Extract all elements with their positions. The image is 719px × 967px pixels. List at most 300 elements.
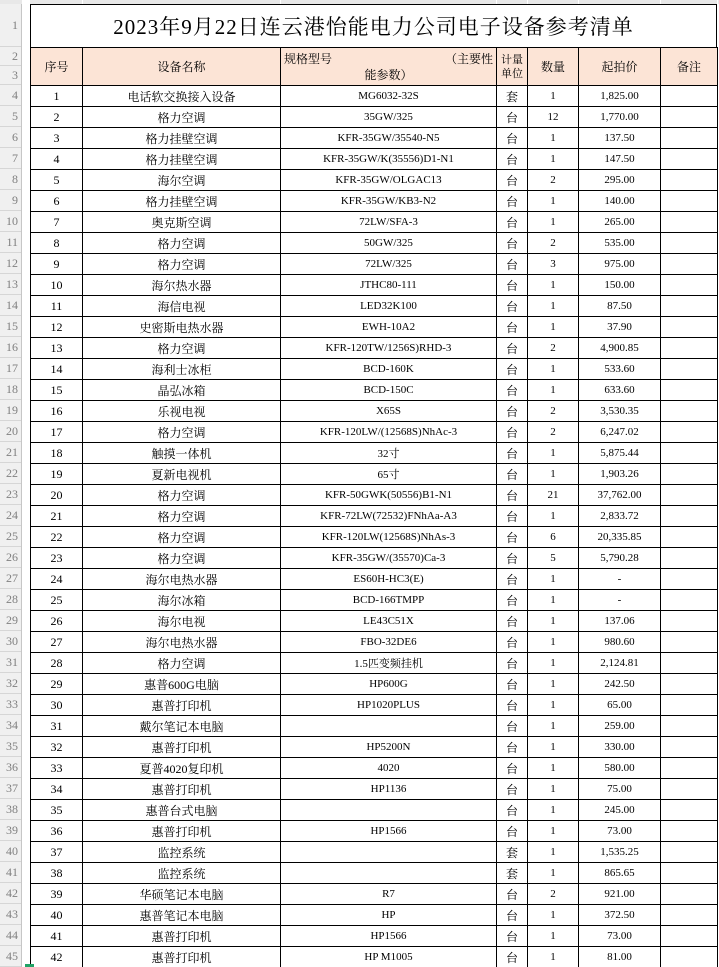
row-number-38[interactable]: 38 xyxy=(0,799,21,820)
cell-note[interactable] xyxy=(661,842,718,863)
cell-qty[interactable]: 2 xyxy=(528,401,579,422)
row-number-33[interactable]: 33 xyxy=(0,694,21,715)
cell-spec[interactable]: 72LW/SFA-3 xyxy=(281,212,497,233)
cell-note[interactable] xyxy=(661,212,718,233)
cell-name[interactable]: 惠普打印机 xyxy=(83,947,281,967)
row-number-19[interactable]: 19 xyxy=(0,400,21,421)
cell-unit[interactable]: 台 xyxy=(497,275,528,296)
cell-price[interactable]: 3,530.35 xyxy=(579,401,661,422)
cell-spec[interactable]: FBO-32DE6 xyxy=(281,632,497,653)
cell-unit[interactable]: 台 xyxy=(497,107,528,128)
cell-qty[interactable]: 1 xyxy=(528,590,579,611)
cell-index[interactable]: 28 xyxy=(31,653,83,674)
cell-qty[interactable]: 2 xyxy=(528,422,579,443)
cell-unit[interactable]: 台 xyxy=(497,674,528,695)
cell-price[interactable]: 921.00 xyxy=(579,884,661,905)
row-number-30[interactable]: 30 xyxy=(0,631,21,652)
cell-price[interactable]: 137.06 xyxy=(579,611,661,632)
cell-qty[interactable]: 1 xyxy=(528,863,579,884)
cell-spec[interactable]: HP M1005 xyxy=(281,947,497,967)
cell-note[interactable] xyxy=(661,905,718,926)
cell-name[interactable]: 监控系统 xyxy=(83,863,281,884)
row-number-8[interactable]: 8 xyxy=(0,169,21,190)
cell-name[interactable]: 惠普打印机 xyxy=(83,926,281,947)
cell-index[interactable]: 22 xyxy=(31,527,83,548)
row-number-11[interactable]: 11 xyxy=(0,232,21,253)
cell-price[interactable]: 1,825.00 xyxy=(579,86,661,107)
row-number-14[interactable]: 14 xyxy=(0,295,21,316)
cell-unit[interactable]: 台 xyxy=(497,779,528,800)
cell-price[interactable]: 2,833.72 xyxy=(579,506,661,527)
cell-price[interactable]: 20,335.85 xyxy=(579,527,661,548)
cell-unit[interactable]: 台 xyxy=(497,422,528,443)
header-starting-price[interactable]: 起拍价 xyxy=(579,48,661,86)
cell-spec[interactable] xyxy=(281,842,497,863)
cell-unit[interactable]: 台 xyxy=(497,254,528,275)
cell-name[interactable]: 奥克斯空调 xyxy=(83,212,281,233)
cell-spec[interactable]: HP5200N xyxy=(281,737,497,758)
cell-name[interactable]: 惠普笔记本电脑 xyxy=(83,905,281,926)
sheet-title-cell[interactable] xyxy=(30,4,717,47)
cell-spec[interactable]: 35GW/325 xyxy=(281,107,497,128)
cell-price[interactable]: 140.00 xyxy=(579,191,661,212)
header-unit[interactable] xyxy=(497,48,528,86)
cell-name[interactable]: 格力空调 xyxy=(83,107,281,128)
cell-spec[interactable]: MG6032-32S xyxy=(281,86,497,107)
cell-spec[interactable]: BCD-150C xyxy=(281,380,497,401)
cell-price[interactable]: 242.50 xyxy=(579,674,661,695)
cell-name[interactable]: 格力挂壁空调 xyxy=(83,149,281,170)
cell-qty[interactable]: 1 xyxy=(528,800,579,821)
header-spec[interactable] xyxy=(281,48,497,86)
cell-index[interactable]: 6 xyxy=(31,191,83,212)
header-note[interactable]: 备注 xyxy=(661,48,718,86)
row-number-15[interactable]: 15 xyxy=(0,316,21,337)
cell-qty[interactable]: 2 xyxy=(528,884,579,905)
cell-name[interactable]: 格力挂壁空调 xyxy=(83,191,281,212)
cell-spec[interactable]: KFR-35GW/OLGAC13 xyxy=(281,170,497,191)
row-number-9[interactable]: 9 xyxy=(0,190,21,211)
cell-spec[interactable]: KFR-120LW/(12568S)NhAc-3 xyxy=(281,422,497,443)
cell-qty[interactable]: 1 xyxy=(528,191,579,212)
cell-name[interactable]: 华硕笔记本电脑 xyxy=(83,884,281,905)
row-number-35[interactable]: 35 xyxy=(0,736,21,757)
cell-price[interactable]: 535.00 xyxy=(579,233,661,254)
cell-note[interactable] xyxy=(661,296,718,317)
cell-name[interactable]: 格力空调 xyxy=(83,653,281,674)
row-number-22[interactable]: 22 xyxy=(0,463,21,484)
cell-name[interactable]: 格力空调 xyxy=(83,527,281,548)
cell-note[interactable] xyxy=(661,926,718,947)
row-number-3[interactable]: 3 xyxy=(0,66,21,85)
cell-name[interactable]: 海利士冰柜 xyxy=(83,359,281,380)
cell-note[interactable] xyxy=(661,821,718,842)
cell-unit[interactable]: 台 xyxy=(497,506,528,527)
row-number-29[interactable]: 29 xyxy=(0,610,21,631)
cell-unit[interactable]: 台 xyxy=(497,233,528,254)
cell-spec[interactable]: HP xyxy=(281,905,497,926)
row-number-36[interactable]: 36 xyxy=(0,757,21,778)
cell-qty[interactable]: 1 xyxy=(528,506,579,527)
cell-name[interactable]: 触摸一体机 xyxy=(83,443,281,464)
row-number-2[interactable]: 2 xyxy=(0,47,21,66)
cell-index[interactable]: 1 xyxy=(31,86,83,107)
cell-name[interactable]: 格力空调 xyxy=(83,233,281,254)
cell-index[interactable]: 32 xyxy=(31,737,83,758)
cell-unit[interactable]: 套 xyxy=(497,86,528,107)
cell-price[interactable]: 75.00 xyxy=(579,779,661,800)
cell-unit[interactable]: 台 xyxy=(497,380,528,401)
row-number-31[interactable]: 31 xyxy=(0,652,21,673)
row-number-43[interactable]: 43 xyxy=(0,904,21,925)
cell-qty[interactable]: 1 xyxy=(528,695,579,716)
cell-price[interactable]: 980.60 xyxy=(579,632,661,653)
row-number-6[interactable]: 6 xyxy=(0,127,21,148)
cell-price[interactable]: 259.00 xyxy=(579,716,661,737)
cell-price[interactable]: 81.00 xyxy=(579,947,661,967)
cell-index[interactable]: 36 xyxy=(31,821,83,842)
cell-qty[interactable]: 1 xyxy=(528,674,579,695)
row-number-28[interactable]: 28 xyxy=(0,589,21,610)
row-number-18[interactable]: 18 xyxy=(0,379,21,400)
cell-note[interactable] xyxy=(661,317,718,338)
cell-unit[interactable]: 台 xyxy=(497,590,528,611)
cell-price[interactable]: 37,762.00 xyxy=(579,485,661,506)
cell-unit[interactable]: 台 xyxy=(497,653,528,674)
cell-price[interactable]: 265.00 xyxy=(579,212,661,233)
cell-unit[interactable]: 台 xyxy=(497,758,528,779)
cell-price[interactable]: 150.00 xyxy=(579,275,661,296)
cell-index[interactable]: 27 xyxy=(31,632,83,653)
cell-spec[interactable]: KFR-120TW/1256S)RHD-3 xyxy=(281,338,497,359)
cell-note[interactable] xyxy=(661,674,718,695)
cell-note[interactable] xyxy=(661,884,718,905)
cell-qty[interactable]: 2 xyxy=(528,233,579,254)
cell-unit[interactable]: 台 xyxy=(497,191,528,212)
cell-qty[interactable]: 1 xyxy=(528,716,579,737)
cell-name[interactable]: 惠普打印机 xyxy=(83,695,281,716)
cell-name[interactable]: 史密斯电热水器 xyxy=(83,317,281,338)
cell-index[interactable]: 20 xyxy=(31,485,83,506)
cell-price[interactable]: - xyxy=(579,590,661,611)
cell-unit[interactable]: 台 xyxy=(497,926,528,947)
header-index[interactable]: 序号 xyxy=(31,48,83,86)
cell-price[interactable]: 1,535.25 xyxy=(579,842,661,863)
cell-index[interactable]: 9 xyxy=(31,254,83,275)
cell-spec[interactable]: BCD-160K xyxy=(281,359,497,380)
cell-spec[interactable]: HP1136 xyxy=(281,779,497,800)
cell-unit[interactable]: 台 xyxy=(497,338,528,359)
cell-name[interactable]: 格力空调 xyxy=(83,506,281,527)
cell-unit[interactable]: 台 xyxy=(497,296,528,317)
cell-name[interactable]: 惠普台式电脑 xyxy=(83,800,281,821)
cell-spec[interactable]: 1.5匹变频挂机 xyxy=(281,653,497,674)
cell-unit[interactable]: 套 xyxy=(497,863,528,884)
cell-spec[interactable]: HP1566 xyxy=(281,821,497,842)
cell-spec[interactable]: KFR-35GW/KB3-N2 xyxy=(281,191,497,212)
cell-qty[interactable]: 1 xyxy=(528,86,579,107)
cell-unit[interactable]: 台 xyxy=(497,212,528,233)
cell-note[interactable] xyxy=(661,506,718,527)
cell-note[interactable] xyxy=(661,254,718,275)
cell-price[interactable]: 5,875.44 xyxy=(579,443,661,464)
cell-spec[interactable]: HP600G xyxy=(281,674,497,695)
cell-note[interactable] xyxy=(661,779,718,800)
row-number-40[interactable]: 40 xyxy=(0,841,21,862)
cell-name[interactable]: 夏新电视机 xyxy=(83,464,281,485)
cell-unit[interactable]: 台 xyxy=(497,317,528,338)
cell-qty[interactable]: 1 xyxy=(528,212,579,233)
cell-index[interactable]: 16 xyxy=(31,401,83,422)
cell-index[interactable]: 5 xyxy=(31,170,83,191)
cell-price[interactable]: 73.00 xyxy=(579,821,661,842)
cell-index[interactable]: 40 xyxy=(31,905,83,926)
row-number-37[interactable]: 37 xyxy=(0,778,21,799)
cell-note[interactable] xyxy=(661,191,718,212)
cell-unit[interactable]: 套 xyxy=(497,842,528,863)
cell-note[interactable] xyxy=(661,86,718,107)
cell-name[interactable]: 海信电视 xyxy=(83,296,281,317)
cell-index[interactable]: 24 xyxy=(31,569,83,590)
cell-qty[interactable]: 1 xyxy=(528,317,579,338)
cell-note[interactable] xyxy=(661,485,718,506)
cell-note[interactable] xyxy=(661,380,718,401)
cell-spec[interactable]: 4020 xyxy=(281,758,497,779)
cell-index[interactable]: 38 xyxy=(31,863,83,884)
cell-qty[interactable]: 1 xyxy=(528,905,579,926)
cell-qty[interactable]: 1 xyxy=(528,128,579,149)
cell-index[interactable]: 35 xyxy=(31,800,83,821)
cell-spec[interactable]: LE43C51X xyxy=(281,611,497,632)
cell-index[interactable]: 21 xyxy=(31,506,83,527)
cell-price[interactable]: 147.50 xyxy=(579,149,661,170)
cell-name[interactable]: 戴尔笔记本电脑 xyxy=(83,716,281,737)
cell-price[interactable]: 975.00 xyxy=(579,254,661,275)
cell-name[interactable]: 监控系统 xyxy=(83,842,281,863)
row-number-45[interactable]: 45 xyxy=(0,946,21,967)
cell-unit[interactable]: 台 xyxy=(497,884,528,905)
cell-index[interactable]: 12 xyxy=(31,317,83,338)
cell-unit[interactable]: 台 xyxy=(497,695,528,716)
cell-price[interactable]: 1,903.26 xyxy=(579,464,661,485)
cell-index[interactable]: 3 xyxy=(31,128,83,149)
cell-spec[interactable]: KFR-50GWK(50556)B1-N1 xyxy=(281,485,497,506)
cell-name[interactable]: 格力挂壁空调 xyxy=(83,128,281,149)
cell-note[interactable] xyxy=(661,653,718,674)
cell-qty[interactable]: 3 xyxy=(528,254,579,275)
cell-price[interactable]: 1,770.00 xyxy=(579,107,661,128)
row-number-24[interactable]: 24 xyxy=(0,505,21,526)
row-number-26[interactable]: 26 xyxy=(0,547,21,568)
cell-note[interactable] xyxy=(661,464,718,485)
cell-qty[interactable]: 1 xyxy=(528,611,579,632)
cell-name[interactable]: 惠普打印机 xyxy=(83,821,281,842)
cell-qty[interactable]: 1 xyxy=(528,632,579,653)
cell-unit[interactable]: 台 xyxy=(497,800,528,821)
cell-unit[interactable]: 台 xyxy=(497,401,528,422)
cell-unit[interactable]: 台 xyxy=(497,716,528,737)
row-number-34[interactable]: 34 xyxy=(0,715,21,736)
cell-qty[interactable]: 1 xyxy=(528,779,579,800)
cell-name[interactable]: 晶弘冰箱 xyxy=(83,380,281,401)
cell-index[interactable]: 10 xyxy=(31,275,83,296)
row-number-5[interactable]: 5 xyxy=(0,106,21,127)
cell-price[interactable]: 87.50 xyxy=(579,296,661,317)
cell-note[interactable] xyxy=(661,128,718,149)
cell-price[interactable]: 295.00 xyxy=(579,170,661,191)
cell-unit[interactable]: 台 xyxy=(497,527,528,548)
cell-index[interactable]: 31 xyxy=(31,716,83,737)
cell-index[interactable]: 26 xyxy=(31,611,83,632)
cell-index[interactable]: 25 xyxy=(31,590,83,611)
cell-name[interactable]: 海尔冰箱 xyxy=(83,590,281,611)
cell-price[interactable]: - xyxy=(579,569,661,590)
row-number-42[interactable]: 42 xyxy=(0,883,21,904)
cell-name[interactable]: 夏普4020复印机 xyxy=(83,758,281,779)
cell-index[interactable]: 19 xyxy=(31,464,83,485)
cell-unit[interactable]: 台 xyxy=(497,632,528,653)
cell-spec[interactable]: 32寸 xyxy=(281,443,497,464)
cell-name[interactable]: 海尔热水器 xyxy=(83,275,281,296)
cell-index[interactable]: 18 xyxy=(31,443,83,464)
cell-name[interactable]: 电话软交换接入设备 xyxy=(83,86,281,107)
cell-note[interactable] xyxy=(661,569,718,590)
row-number-7[interactable]: 7 xyxy=(0,148,21,169)
cell-price[interactable]: 5,790.28 xyxy=(579,548,661,569)
cell-note[interactable] xyxy=(661,275,718,296)
cell-unit[interactable]: 台 xyxy=(497,569,528,590)
cell-qty[interactable]: 1 xyxy=(528,149,579,170)
row-number-4[interactable]: 4 xyxy=(0,85,21,106)
cell-spec[interactable] xyxy=(281,800,497,821)
cell-spec[interactable]: EWH-10A2 xyxy=(281,317,497,338)
cell-spec[interactable]: X65S xyxy=(281,401,497,422)
cell-unit[interactable]: 台 xyxy=(497,737,528,758)
cell-name[interactable]: 海尔电热水器 xyxy=(83,569,281,590)
cell-spec[interactable]: BCD-166TMPP xyxy=(281,590,497,611)
cell-qty[interactable]: 1 xyxy=(528,653,579,674)
row-number-17[interactable]: 17 xyxy=(0,358,21,379)
cell-name[interactable]: 格力空调 xyxy=(83,254,281,275)
cell-qty[interactable]: 1 xyxy=(528,737,579,758)
row-number-12[interactable]: 12 xyxy=(0,253,21,274)
cell-spec[interactable]: 72LW/325 xyxy=(281,254,497,275)
cell-spec[interactable]: KFR-72LW(72532)FNhAa-A3 xyxy=(281,506,497,527)
cell-unit[interactable]: 台 xyxy=(497,359,528,380)
row-number-1[interactable]: 1 xyxy=(0,4,21,47)
cell-price[interactable]: 633.60 xyxy=(579,380,661,401)
cell-index[interactable]: 7 xyxy=(31,212,83,233)
cell-name[interactable]: 格力空调 xyxy=(83,548,281,569)
cell-index[interactable]: 2 xyxy=(31,107,83,128)
cell-index[interactable]: 37 xyxy=(31,842,83,863)
cell-unit[interactable]: 台 xyxy=(497,149,528,170)
cell-note[interactable] xyxy=(661,233,718,254)
cell-note[interactable] xyxy=(661,338,718,359)
cell-note[interactable] xyxy=(661,695,718,716)
cell-index[interactable]: 11 xyxy=(31,296,83,317)
cell-index[interactable]: 17 xyxy=(31,422,83,443)
cell-name[interactable]: 乐视电视 xyxy=(83,401,281,422)
cell-unit[interactable]: 台 xyxy=(497,947,528,967)
cell-spec[interactable]: R7 xyxy=(281,884,497,905)
cell-qty[interactable]: 1 xyxy=(528,821,579,842)
cell-price[interactable]: 137.50 xyxy=(579,128,661,149)
cell-index[interactable]: 4 xyxy=(31,149,83,170)
row-number-23[interactable]: 23 xyxy=(0,484,21,505)
cell-note[interactable] xyxy=(661,632,718,653)
cell-note[interactable] xyxy=(661,758,718,779)
cell-note[interactable] xyxy=(661,443,718,464)
cell-price[interactable]: 372.50 xyxy=(579,905,661,926)
cell-unit[interactable]: 台 xyxy=(497,170,528,191)
cell-note[interactable] xyxy=(661,401,718,422)
cell-index[interactable]: 8 xyxy=(31,233,83,254)
cell-price[interactable]: 73.00 xyxy=(579,926,661,947)
cell-unit[interactable]: 台 xyxy=(497,611,528,632)
cell-index[interactable]: 15 xyxy=(31,380,83,401)
row-number-10[interactable]: 10 xyxy=(0,211,21,232)
cell-index[interactable]: 30 xyxy=(31,695,83,716)
cell-note[interactable] xyxy=(661,800,718,821)
cell-note[interactable] xyxy=(661,359,718,380)
cell-unit[interactable]: 台 xyxy=(497,821,528,842)
cell-note[interactable] xyxy=(661,149,718,170)
cell-index[interactable]: 33 xyxy=(31,758,83,779)
row-number-39[interactable]: 39 xyxy=(0,820,21,841)
cell-name[interactable]: 海尔空调 xyxy=(83,170,281,191)
cell-qty[interactable]: 2 xyxy=(528,170,579,191)
cell-name[interactable]: 惠普打印机 xyxy=(83,737,281,758)
cell-index[interactable]: 13 xyxy=(31,338,83,359)
header-quantity[interactable]: 数量 xyxy=(528,48,579,86)
cell-price[interactable]: 245.00 xyxy=(579,800,661,821)
cell-note[interactable] xyxy=(661,107,718,128)
row-number-41[interactable]: 41 xyxy=(0,862,21,883)
header-equipment-name[interactable]: 设备名称 xyxy=(83,48,281,86)
cell-unit[interactable]: 台 xyxy=(497,548,528,569)
cell-qty[interactable]: 2 xyxy=(528,338,579,359)
cell-qty[interactable]: 21 xyxy=(528,485,579,506)
cell-qty[interactable]: 1 xyxy=(528,464,579,485)
cell-qty[interactable]: 1 xyxy=(528,842,579,863)
row-number-16[interactable]: 16 xyxy=(0,337,21,358)
row-number-13[interactable]: 13 xyxy=(0,274,21,295)
row-number-32[interactable]: 32 xyxy=(0,673,21,694)
cell-qty[interactable]: 1 xyxy=(528,443,579,464)
cell-unit[interactable]: 台 xyxy=(497,905,528,926)
cell-spec[interactable]: KFR-35GW/35540-N5 xyxy=(281,128,497,149)
cell-spec[interactable]: HP1566 xyxy=(281,926,497,947)
cell-note[interactable] xyxy=(661,170,718,191)
cell-unit[interactable]: 台 xyxy=(497,128,528,149)
cell-note[interactable] xyxy=(661,590,718,611)
cell-qty[interactable]: 6 xyxy=(528,527,579,548)
cell-note[interactable] xyxy=(661,947,718,967)
cell-index[interactable]: 29 xyxy=(31,674,83,695)
cell-name[interactable]: 格力空调 xyxy=(83,338,281,359)
cell-index[interactable]: 39 xyxy=(31,884,83,905)
cell-name[interactable]: 惠普打印机 xyxy=(83,779,281,800)
cell-qty[interactable]: 1 xyxy=(528,380,579,401)
cell-spec[interactable]: LED32K100 xyxy=(281,296,497,317)
cell-price[interactable]: 65.00 xyxy=(579,695,661,716)
cell-price[interactable]: 580.00 xyxy=(579,758,661,779)
cell-spec[interactable]: HP1020PLUS xyxy=(281,695,497,716)
cell-index[interactable]: 14 xyxy=(31,359,83,380)
row-number-20[interactable]: 20 xyxy=(0,421,21,442)
cell-name[interactable]: 惠普600G电脑 xyxy=(83,674,281,695)
